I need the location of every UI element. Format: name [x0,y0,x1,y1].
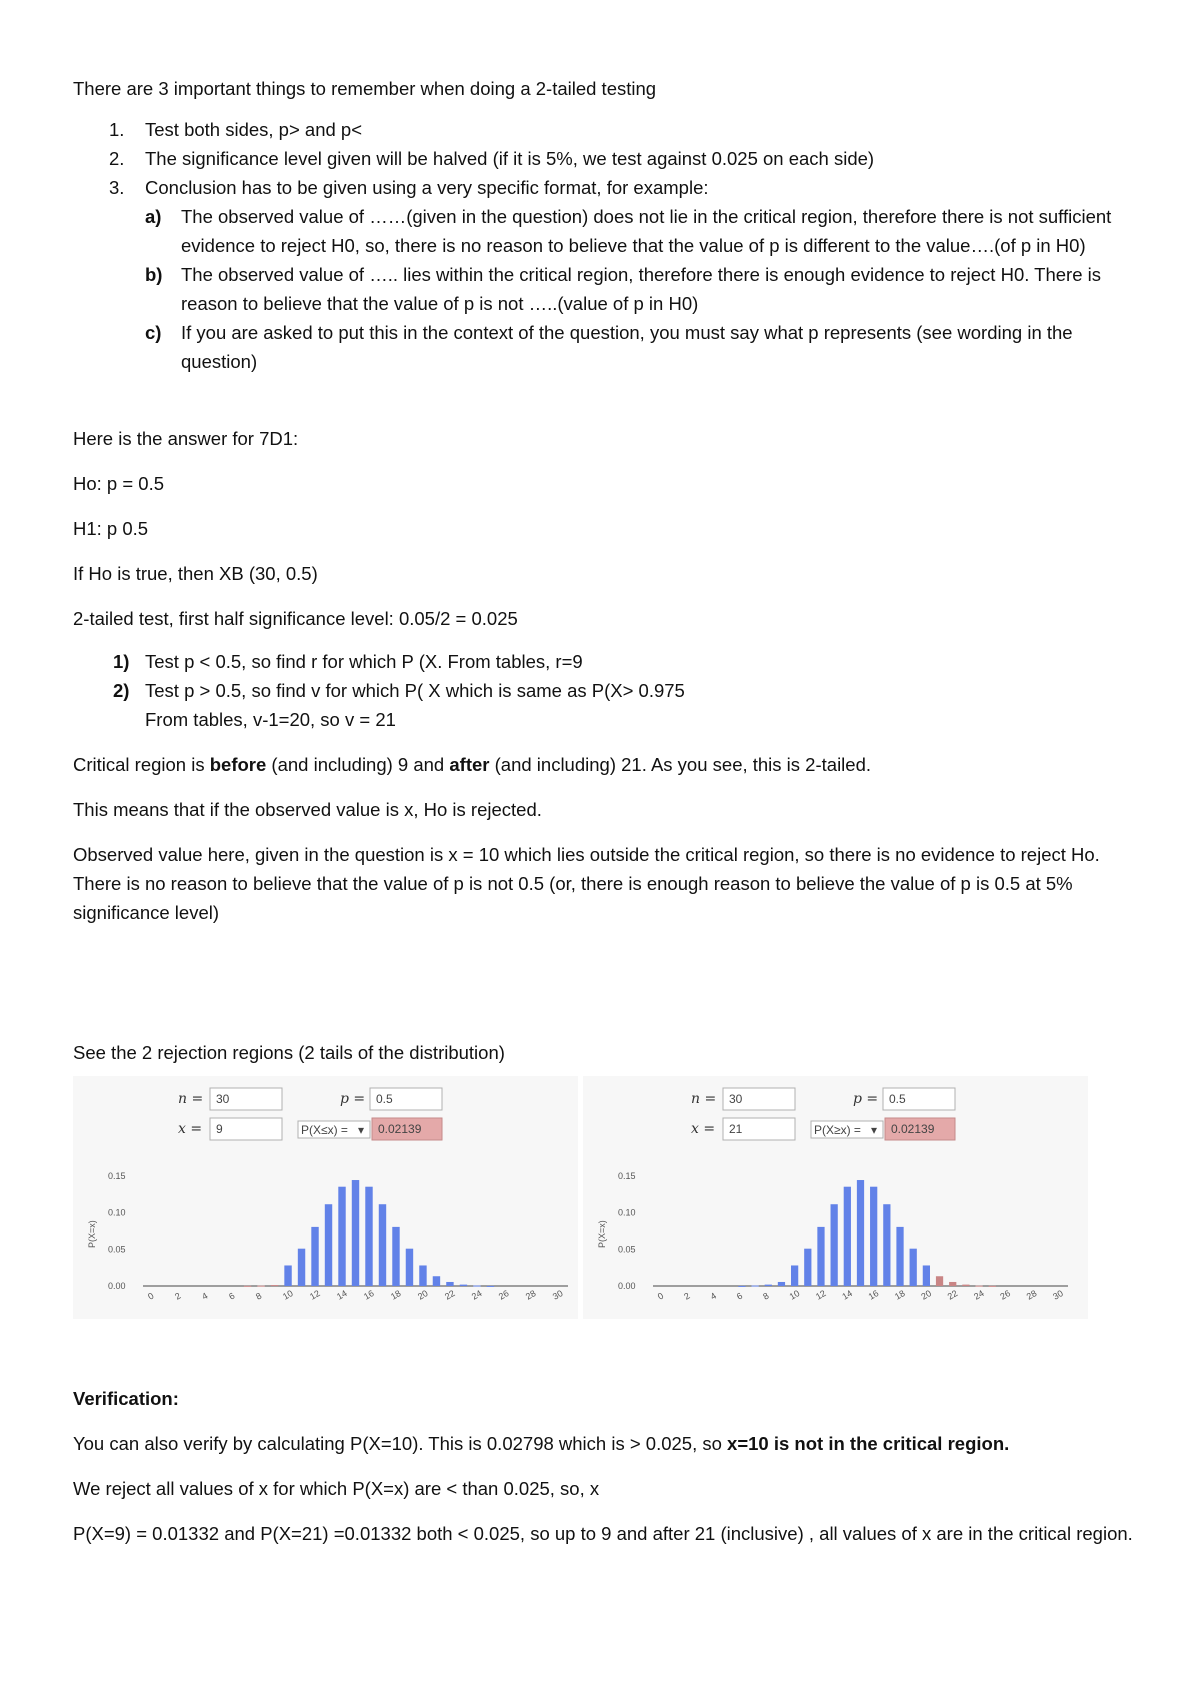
reject-all-line: We reject all values of x for which P(X=x) are < than 0.025, so, x [73,1478,600,1499]
n-value: 30 [216,1092,230,1106]
chevron-down-icon: ▾ [358,1123,365,1137]
sub-list-item-text: The observed value of ……(given in the question) does not lie in the critical region, therefore there is not sufficient evidence to reject H0, so, there is no reason to believe that the value of p is different to the value….(of p in H0) [181,206,1112,256]
result-value: 0.02139 [378,1122,422,1136]
verify-line: You can also verify by calculating P(X=10). This is 0.02798 which is > 0.025, so x=10 is not in the critical region. [73,1433,1010,1454]
bold-before: before [209,754,267,775]
bar-x-10 [791,1265,798,1286]
sub-list-letter: b) [145,264,163,285]
y-axis-label: P(X=x) [597,1220,607,1248]
bold-verify: x=10 is not in the critical region. [727,1433,1010,1454]
see-regions-line: See the 2 rejection regions (2 tails of the distribution) [73,1042,505,1063]
x-tick-label: 10 [787,1288,802,1302]
binomial-chart-right [583,1076,1078,1319]
x-tick-label: 6 [734,1290,745,1302]
x-tick-label: 4 [708,1290,718,1302]
bar-x-21 [433,1276,440,1286]
n-value: 30 [729,1092,743,1106]
observed-paragraph: Observed value here, given in the question is x = 10 which lies outside the critical region, so there is no evidence to reject Ho. There is no reason to believe that the value of p is not 0.5 (or, there is enough reason to believe the value of p is 0.5 at 5% significance level) [73,844,1100,923]
intro-text: There are 3 important things to remember when doing a 2-tailed testing [73,78,657,99]
x-tick-label: 14 [840,1288,854,1302]
bar-x-18 [392,1227,399,1286]
steps-list [73,647,1133,734]
bar-x-7 [751,1286,758,1287]
answer-heading: Here is the answer for 7D1: [73,428,299,449]
list-item [73,676,1133,734]
x-tick-label: 2 [173,1290,183,1302]
x-tick-label: 16 [866,1288,881,1302]
p-label: p = [853,1091,879,1107]
sub-list-item [145,260,1133,318]
critical-region-line: Critical region is before (and including) 9 and after (and including) 21. As you see, this is 2-tailed. [73,754,872,775]
bar-x-13 [831,1204,838,1286]
x-tick-label: 22 [442,1288,457,1302]
bar-x-16 [870,1187,877,1286]
bar-x-9 [271,1285,278,1286]
bar-x-17 [379,1204,386,1286]
sub-list-item-text: If you are asked to put this in the context of the question, you must say what p represents (see wording in the question) [181,322,1073,372]
bar-x-22 [949,1282,956,1286]
list-number: 2. [109,148,125,169]
sub-list-item-text: The observed value of ….. lies within the critical region, therefore there is enough evidence to reject H0. There is reason to believe that the value of p is not …..(value of p in H0) [181,264,1102,314]
x-value: 9 [216,1122,223,1136]
probability-select-label: P(X≥x) = [814,1123,861,1137]
bar-x-25 [487,1286,494,1287]
sub-list-letter: a) [145,206,162,227]
x-tick-label: 16 [361,1288,376,1302]
bar-x-25 [989,1286,996,1287]
result-value: 0.02139 [891,1122,935,1136]
bar-x-10 [284,1265,291,1286]
list-number: 3. [109,177,125,198]
x-tick-label: 26 [998,1288,1013,1302]
step-text-continued: From tables, v-1=20, so v = 21 [145,709,396,730]
chart-panel-right [583,1076,1088,1319]
bar-x-16 [365,1187,372,1286]
y-tick-label: 0.10 [108,1207,126,1218]
y-tick-label: 0.00 [618,1281,636,1291]
null-hypothesis: Ho: p = 0.5 [73,473,165,494]
x-tick-label: 6 [227,1290,237,1302]
x-label: x = [691,1121,716,1137]
bar-x-20 [923,1265,930,1286]
rules-list [73,115,1133,376]
bold-after: after [449,754,490,775]
y-tick-label: 0.05 [108,1244,126,1255]
step-text: Test p < 0.5, so find r for which P (X. From tables, r=9 [145,651,583,672]
list-number: 2) [113,680,130,701]
x-tick-label: 8 [761,1290,771,1302]
sub-list-letter: c) [145,322,162,343]
bar-x-11 [298,1249,305,1286]
y-tick-label: 0.05 [618,1244,636,1255]
list-item [73,647,1133,676]
bar-x-23 [962,1285,969,1286]
bar-x-14 [338,1187,345,1286]
x-tick-label: 26 [496,1288,511,1302]
x-tick-label: 0 [146,1290,156,1302]
bar-x-11 [804,1249,811,1286]
bar-x-19 [910,1249,917,1286]
list-number: 1) [113,651,130,672]
list-item-text: The significance level given will be halved (if it is 5%, we test against 0.025 on each side) [145,148,875,169]
bar-x-12 [311,1227,318,1286]
bar-x-6 [738,1286,745,1287]
x-tick-label: 24 [469,1288,484,1302]
bar-x-8 [765,1285,772,1286]
x-tick-label: 18 [388,1288,403,1302]
n-label: n = [691,1091,717,1107]
chart-panel-left [73,1076,578,1319]
document-body [73,74,1133,1063]
bar-x-21 [936,1276,943,1286]
list-item [73,173,1133,376]
bar-x-24 [975,1286,982,1287]
sub-rules-list [145,202,1133,376]
bar-x-12 [817,1227,824,1286]
bar-x-8 [257,1286,264,1287]
p-value: 0.5 [889,1092,906,1106]
x-tick-label: 4 [200,1290,210,1302]
distribution-figures [73,1076,1083,1319]
x-tick-label: 24 [972,1288,986,1302]
step-text: Test p > 0.5, so find v for which P( X which is same as P(X> 0.975 [145,680,685,701]
x-tick-label: 30 [1051,1288,1065,1302]
y-tick-label: 0.00 [108,1281,126,1291]
y-axis-label: P(X=x) [87,1220,97,1248]
x-tick-label: 12 [813,1288,828,1302]
bar-x-22 [446,1282,453,1286]
list-item-text: Conclusion has to be given using a very specific format, for example: [145,177,709,198]
x-tick-label: 28 [523,1288,538,1302]
bar-x-23 [460,1285,467,1286]
x-tick-label: 30 [550,1288,565,1302]
bar-x-7 [244,1286,251,1287]
p-label: p = [340,1091,366,1107]
x-tick-label: 18 [893,1288,907,1302]
model-line: If Ho is true, then XB (30, 0.5) [73,563,318,584]
bar-x-13 [325,1204,332,1286]
x-tick-label: 8 [254,1290,264,1302]
x-tick-label: 28 [1024,1288,1039,1302]
y-tick-label: 0.10 [618,1207,636,1218]
x-tick-label: 10 [281,1288,295,1302]
list-item [73,144,1133,173]
bar-x-15 [857,1180,864,1286]
x-tick-label: 22 [945,1288,960,1302]
bar-x-24 [473,1286,480,1287]
chevron-down-icon: ▾ [871,1123,878,1137]
binomial-chart-left [73,1076,578,1319]
x-value: 21 [729,1122,743,1136]
x-tick-label: 20 [415,1288,430,1302]
x-tick-label: 20 [919,1288,934,1302]
alt-hypothesis: H1: p 0.5 [73,518,149,539]
x-tick-label: 12 [308,1288,322,1302]
bar-x-17 [883,1204,890,1286]
bar-x-9 [778,1282,785,1286]
means-line: This means that if the observed value is x, Ho is rejected. [73,799,542,820]
half-significance-line: 2-tailed test, first half significance level: 0.05/2 = 0.025 [73,608,518,629]
y-tick-label: 0.15 [108,1171,126,1181]
bar-x-18 [896,1227,903,1286]
x-tick-label: 14 [335,1288,349,1302]
x-tick-label: 0 [655,1290,666,1302]
list-item-text: Test both sides, p> and p< [145,119,363,140]
list-number: 1. [109,119,125,140]
bar-x-19 [406,1249,413,1286]
p-value: 0.5 [376,1092,393,1106]
n-label: n = [178,1091,204,1107]
x-label: x = [178,1121,203,1137]
probability-select-label: P(X≤x) = [301,1123,348,1137]
bar-x-20 [419,1265,426,1286]
sub-list-item [145,202,1133,260]
y-tick-label: 0.15 [618,1171,636,1181]
list-item [73,115,1133,144]
bar-x-15 [352,1180,359,1286]
verification-section [73,1384,1133,1548]
final-paragraph: P(X=9) = 0.01332 and P(X=21) =0.01332 both < 0.025, so up to 9 and after 21 (inclusive) , all values of x are in the critical region. [73,1523,1133,1544]
sub-list-item [145,318,1133,376]
bar-x-14 [844,1187,851,1286]
x-tick-label: 2 [682,1290,692,1302]
verification-heading: Verification: [73,1388,179,1409]
